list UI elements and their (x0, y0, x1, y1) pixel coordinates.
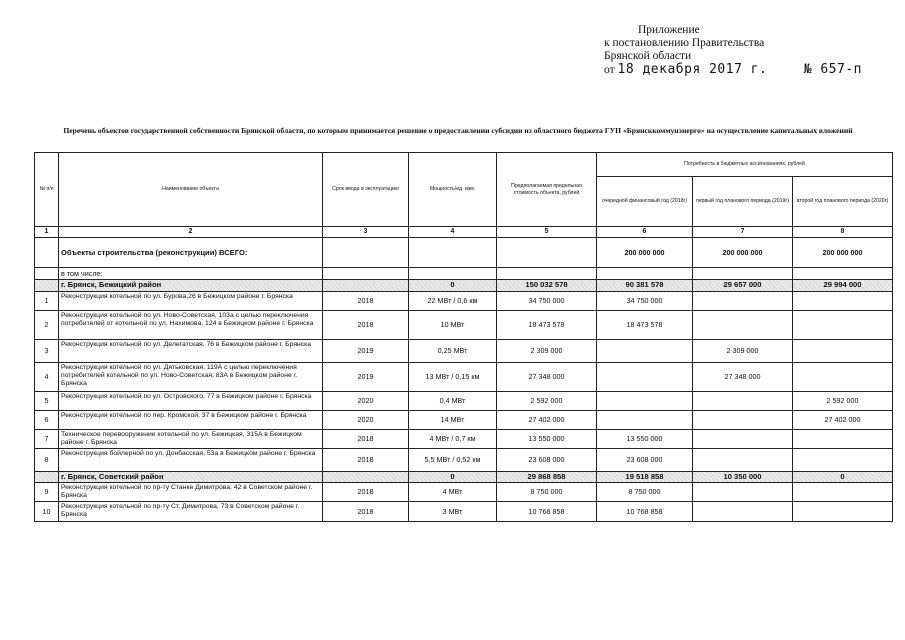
capacity: 22 МВт / 0,6 км (409, 291, 497, 310)
object-name: Реконструкция котельной по ул. Делегатская, 76 в Бежицком районе г. Брянска (59, 339, 323, 362)
commission-year: 2018 (323, 483, 409, 502)
row-number: 10 (35, 502, 59, 522)
including-label: в том числе: (59, 268, 323, 280)
object-name: Реконструкция котельной по пр-ту Станке Димитрова, 42 в Советском районе г. Брянска (59, 483, 323, 502)
need-2019 (693, 502, 793, 522)
need-2019 (693, 310, 793, 339)
commission-year: 2019 (323, 362, 409, 391)
row-number: 1 (35, 291, 59, 310)
object-name: Реконструкция котельной по ул. Дятьковская, 119А с целью переключения потребителей котельной по ул. Ново-Советская, 83А в Бежицком районе г. Брянска (59, 362, 323, 391)
capacity: 3 МВт (409, 502, 497, 522)
commission-year: 2020 (323, 410, 409, 429)
commission-year: 2018 (323, 502, 409, 522)
column-number-row (35, 227, 893, 238)
col-header-term: Срок ввода в эксплуатацию (323, 153, 409, 227)
commission-year: 2018 (323, 310, 409, 339)
table-row (35, 310, 893, 339)
capacity: 0,25 МВт (409, 339, 497, 362)
capacity: 4 МВт / 0,7 км (409, 429, 497, 448)
district-power: 0 (409, 471, 497, 482)
table-row (35, 429, 893, 448)
district-name: г. Брянск, Советский район (59, 471, 323, 482)
need-2019 (693, 291, 793, 310)
need-2020 (793, 362, 893, 391)
need-2019: 2 309 000 (693, 339, 793, 362)
district-2019: 29 657 000 (693, 280, 793, 291)
district-cost: 150 032 578 (497, 280, 597, 291)
row-number: 7 (35, 429, 59, 448)
object-name: Реконструкция бойлерной по ул. Донбасская, 53а в Бежицком районе г. Брянска (59, 448, 323, 471)
commission-year: 2018 (323, 448, 409, 471)
commission-year: 2019 (323, 339, 409, 362)
object-name: Реконструкция котельной по ул. Бурова,26 в Бежицком районе г. Брянска (59, 291, 323, 310)
need-2019 (693, 391, 793, 410)
table-row (35, 339, 893, 362)
object-name: Реконструкция котельной по ул. Островского, 77 в Бежицком районе г. Брянска (59, 391, 323, 410)
document-title: Перечень объектов государственной собственности Брянской области, по которым принимается решение о предоставлении субсидии из областного бюджета ГУП «Брянсккоммунэнерго» на осуществление капитальных вложений (63, 126, 853, 135)
header-line-appendix: Приложение (638, 24, 700, 36)
document-header (604, 24, 894, 77)
header-dateline (604, 63, 862, 77)
row-number: 4 (35, 362, 59, 391)
total-2018: 200 000 000 (597, 238, 693, 268)
need-2018: 23 608 000 (597, 448, 693, 471)
object-name: Техническое перевооружение котельной по ул. Бежицкая, 315А в Бежицком районе г. Брянска (59, 429, 323, 448)
max-cost: 34 750 000 (497, 291, 597, 310)
commission-year: 2018 (323, 429, 409, 448)
table-row (35, 483, 893, 502)
rows-sovetsky (35, 483, 893, 522)
rows-bezhitsa (35, 291, 893, 471)
capacity: 0,4 МВт (409, 391, 497, 410)
table-row (35, 291, 893, 310)
col-header-need-group: Потребность в бюджетных ассигнованиях, рублей (597, 153, 893, 177)
col-number: 1 (35, 227, 59, 238)
max-cost: 2 592 000 (497, 391, 597, 410)
total-label: Объекты строительства (реконструкции) ВСЕГО: (59, 238, 323, 268)
need-2020 (793, 448, 893, 471)
district-2020: 0 (793, 471, 893, 482)
row-number: 8 (35, 448, 59, 471)
max-cost: 8 750 000 (497, 483, 597, 502)
max-cost: 27 402 000 (497, 410, 597, 429)
col-header-cost: Предполагаемая предельная стоимость объекта, рублей (497, 153, 597, 227)
row-number: 5 (35, 391, 59, 410)
row-number: 6 (35, 410, 59, 429)
need-2020 (793, 502, 893, 522)
need-2018: 8 750 000 (597, 483, 693, 502)
district-2018: 19 518 858 (597, 471, 693, 482)
need-2018: 13 550 000 (597, 429, 693, 448)
header-line-region: Брянской области (604, 50, 692, 62)
date-prefix: от (604, 64, 615, 76)
need-2018 (597, 391, 693, 410)
col-number: 6 (597, 227, 693, 238)
objects-table (34, 152, 893, 522)
col-header-name: Наименование объекта (59, 153, 323, 227)
col-header-power: Мощность/ед. изм. (409, 153, 497, 227)
col-number: 2 (59, 227, 323, 238)
need-2019 (693, 483, 793, 502)
capacity: 14 МВт (409, 410, 497, 429)
object-name: Реконструкция котельной по пер. Кромской, 37 в Бежицком районе г. Брянска (59, 410, 323, 429)
district-cost: 29 868 858 (497, 471, 597, 482)
row-number: 2 (35, 310, 59, 339)
district-2018: 90 381 578 (597, 280, 693, 291)
capacity: 4 МВт (409, 483, 497, 502)
need-2018: 18 473 578 (597, 310, 693, 339)
need-2018 (597, 339, 693, 362)
need-2020: 27 402 000 (793, 410, 893, 429)
header-line-decree: к постановлению Правительства (604, 37, 765, 49)
including-row (35, 268, 893, 280)
max-cost: 13 550 000 (497, 429, 597, 448)
need-2018: 10 768 858 (597, 502, 693, 522)
need-2019 (693, 429, 793, 448)
table-row (35, 410, 893, 429)
total-2019: 200 000 000 (693, 238, 793, 268)
district-2019: 10 350 000 (693, 471, 793, 482)
commission-year: 2018 (323, 291, 409, 310)
need-2018: 34 750 000 (597, 291, 693, 310)
capacity: 10 МВт (409, 310, 497, 339)
decree-date: 18 декабря 2017 г. (617, 62, 768, 77)
district-2020: 29 994 000 (793, 280, 893, 291)
capacity: 13 МВт / 0,15 км (409, 362, 497, 391)
district-power: 0 (409, 280, 497, 291)
need-2019 (693, 448, 793, 471)
total-row (35, 238, 893, 268)
table-row (35, 362, 893, 391)
need-2020: 2 592 000 (793, 391, 893, 410)
col-header-num: № п/п (35, 153, 59, 227)
table-row (35, 448, 893, 471)
need-2020 (793, 291, 893, 310)
col-number: 8 (793, 227, 893, 238)
table-row (35, 502, 893, 522)
need-2020 (793, 310, 893, 339)
capacity: 5,5 МВт / 0,52 км (409, 448, 497, 471)
need-2020 (793, 483, 893, 502)
need-2020 (793, 339, 893, 362)
col-header-year1: очередной финансовый год (2018г) (597, 177, 693, 227)
need-2019 (693, 410, 793, 429)
object-name: Реконструкция котельной по ул. Ново-Советская, 103а с целью переключения потребителей от котельной по ул. Нахимова, 124 в Бежицком районе г. Брянска (59, 310, 323, 339)
row-number: 9 (35, 483, 59, 502)
object-name: Реконструкция котельной по пр-ту Ст. Димитрова, 73 в Советском районе г. Брянска (59, 502, 323, 522)
col-number: 7 (693, 227, 793, 238)
col-header-year2: первый год планового периода (2019г) (693, 177, 793, 227)
col-number: 4 (409, 227, 497, 238)
max-cost: 18 473 578 (497, 310, 597, 339)
need-2019: 27 348 000 (693, 362, 793, 391)
col-number: 3 (323, 227, 409, 238)
col-number: 5 (497, 227, 597, 238)
total-2020: 200 000 000 (793, 238, 893, 268)
max-cost: 23 608 000 (497, 448, 597, 471)
col-header-year3: второй год планового периода (2020г) (793, 177, 893, 227)
row-number: 3 (35, 339, 59, 362)
max-cost: 2 309 000 (497, 339, 597, 362)
table-row (35, 391, 893, 410)
need-2018 (597, 362, 693, 391)
district-row-sovetsky (35, 471, 893, 482)
commission-year: 2020 (323, 391, 409, 410)
max-cost: 10 768 858 (497, 502, 597, 522)
need-2018 (597, 410, 693, 429)
district-row-bezhitsa (35, 280, 893, 291)
max-cost: 27 348 000 (497, 362, 597, 391)
need-2020 (793, 429, 893, 448)
district-name: г. Брянск, Бежицкий район (59, 280, 323, 291)
decree-number: № 657-п (803, 62, 862, 77)
